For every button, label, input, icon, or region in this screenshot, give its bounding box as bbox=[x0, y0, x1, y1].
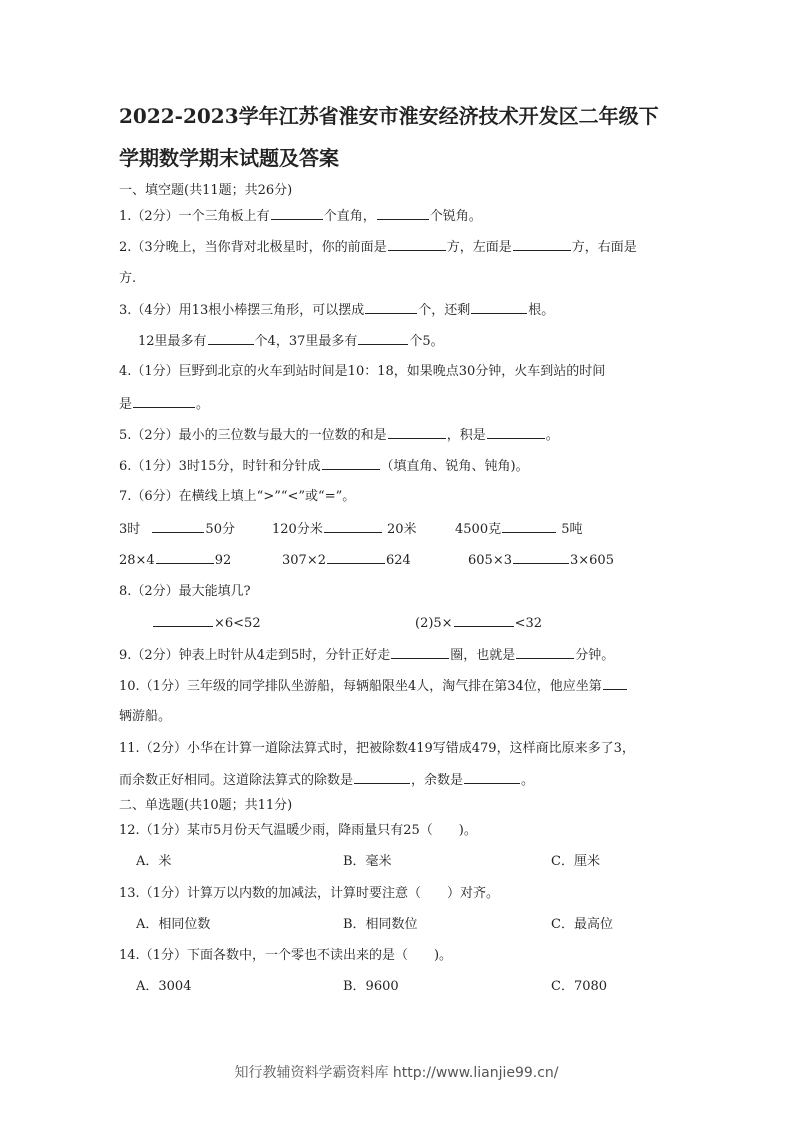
q13-option-a[interactable]: A．相同位数 bbox=[136, 917, 211, 932]
q11-text-c: ，余数是 bbox=[411, 773, 464, 788]
document-title-line-1: 2022-2023学年江苏省淮安市淮安经济技术开发区二年级下 bbox=[119, 104, 659, 128]
answer-blank[interactable] bbox=[327, 551, 385, 564]
question-3 bbox=[119, 301, 699, 320]
answer-blank[interactable] bbox=[454, 614, 514, 627]
q8-text-b: ×6<52 bbox=[214, 616, 261, 631]
answer-blank[interactable] bbox=[388, 238, 446, 251]
q3-text-e: 个4，37里最多有 bbox=[254, 334, 358, 349]
section-heading-fill-in: 一、填空题(共11题；共26分) bbox=[119, 183, 293, 198]
q7-r1-left: 3时 bbox=[119, 522, 141, 537]
question-3-part-2 bbox=[138, 332, 718, 351]
answer-blank[interactable] bbox=[354, 771, 410, 784]
q14-option-b[interactable]: B．9600 bbox=[343, 979, 399, 994]
answer-blank[interactable] bbox=[377, 207, 429, 220]
q7-text-a: 7.（6分）在横线上填上“>”“<”或“=”。 bbox=[119, 489, 356, 504]
q2-text-c: 方，右面是 bbox=[571, 240, 637, 255]
answer-blank[interactable] bbox=[271, 207, 323, 220]
answer-blank[interactable] bbox=[471, 301, 527, 314]
q7-r1-right: 20米 bbox=[386, 522, 417, 537]
q4-text-a: 4.（1分）巨野到北京的火车到站时间是10：18，如果晚点30分钟，火车到站的时间 bbox=[119, 364, 606, 379]
q7-r2-left: 28×4 bbox=[119, 553, 155, 568]
q9-text-a: 9.（2分）钟表上时针从4走到5时，分针正好走 bbox=[119, 648, 391, 663]
answer-blank[interactable] bbox=[153, 614, 213, 627]
q8-part-1 bbox=[152, 614, 261, 633]
question-9 bbox=[119, 646, 699, 665]
q10-text-b: 辆游船。 bbox=[119, 709, 172, 724]
q5-text-a: 5.（2分）最小的三位数与最大的一位数的和是 bbox=[119, 428, 387, 443]
q7-row2-item3 bbox=[468, 551, 614, 570]
q5-text-b: ，积是 bbox=[446, 428, 486, 443]
question-10 bbox=[119, 677, 699, 696]
q3-text-c: 根。 bbox=[528, 303, 555, 318]
q8-part-2 bbox=[415, 614, 542, 633]
q7-r1-right: 50分 bbox=[205, 522, 235, 537]
q2-text-a: 2.（3分晚上，当你背对北极星时，你的前面是 bbox=[119, 240, 387, 255]
answer-blank[interactable] bbox=[464, 771, 520, 784]
q1-text-c: 个锐角。 bbox=[429, 209, 482, 224]
answer-blank[interactable] bbox=[208, 332, 254, 345]
question-6 bbox=[119, 457, 699, 476]
answer-blank[interactable] bbox=[322, 457, 380, 470]
q7-row2-item1 bbox=[119, 551, 231, 570]
q8-text-c: (2)5× bbox=[415, 616, 453, 631]
q7-row2-item2 bbox=[282, 551, 411, 570]
q13-option-b[interactable]: B．相同数位 bbox=[343, 917, 418, 932]
answer-blank[interactable] bbox=[156, 551, 214, 564]
q2-text-d: 方. bbox=[119, 271, 137, 286]
q7-row1-item2 bbox=[272, 520, 417, 539]
footer-watermark: 知行教辅资料学霸资料库 http://www.lianjie99.cn/ bbox=[234, 1065, 559, 1081]
answer-blank[interactable] bbox=[358, 332, 408, 345]
question-4-part-2 bbox=[119, 395, 699, 414]
q7-r1-right: 5吨 bbox=[561, 522, 583, 537]
question-5 bbox=[119, 426, 699, 445]
question-1 bbox=[119, 207, 699, 226]
q7-row1-item1 bbox=[119, 520, 235, 539]
answer-blank[interactable] bbox=[513, 551, 569, 564]
q7-r2-right: 92 bbox=[214, 553, 232, 568]
q4-text-c: 。 bbox=[196, 397, 210, 412]
q12-option-c[interactable]: C．厘米 bbox=[551, 854, 600, 869]
q8-text-a: 8.（2分）最大能填几? bbox=[119, 584, 251, 599]
q3-text-a: 3.（4分）用13根小棒摆三角形，可以摆成 bbox=[119, 303, 365, 318]
answer-blank[interactable] bbox=[388, 426, 446, 439]
q6-text-b: （填直角、锐角、钝角)。 bbox=[380, 459, 529, 474]
answer-blank[interactable] bbox=[516, 646, 574, 659]
q7-r1-left: 4500克 bbox=[455, 522, 502, 537]
q14-option-c[interactable]: C．7080 bbox=[551, 979, 608, 994]
answer-blank[interactable] bbox=[133, 395, 195, 408]
q12-option-b[interactable]: B．毫米 bbox=[343, 854, 392, 869]
q3-text-d: 12里最多有 bbox=[138, 334, 207, 349]
q12-text: 12.（1分）某市5月份天气温暖少雨，降雨量只有25（ )。 bbox=[119, 823, 477, 838]
q6-text-a: 6.（1分）3时15分，时针和分针成 bbox=[119, 459, 321, 474]
answer-blank[interactable] bbox=[324, 520, 382, 533]
q2-text-b: 方，左面是 bbox=[446, 240, 512, 255]
answer-blank[interactable] bbox=[513, 238, 571, 251]
q4-text-b: 是 bbox=[119, 397, 133, 412]
q12-option-a[interactable]: A．米 bbox=[136, 854, 172, 869]
q1-text-a: 1.（2分）一个三角板上有 bbox=[119, 209, 270, 224]
answer-blank[interactable] bbox=[487, 426, 545, 439]
answer-blank[interactable] bbox=[502, 520, 556, 533]
q13-text: 13.（1分）计算万以内数的加减法，计算时要注意（ ）对齐。 bbox=[119, 886, 499, 901]
q11-text-b: 而余数正好相同。这道除法算式的除数是 bbox=[119, 773, 354, 788]
q9-text-b: 圈，也就是 bbox=[450, 648, 516, 663]
answer-blank[interactable] bbox=[391, 646, 449, 659]
answer-blank[interactable] bbox=[603, 677, 627, 690]
q1-text-b: 个直角， bbox=[323, 209, 376, 224]
q14-text: 14.（1分）下面各数中，一个零也不读出来的是（ )。 bbox=[119, 948, 453, 963]
q13-option-c[interactable]: C．最高位 bbox=[551, 917, 613, 932]
q7-r2-left: 605×3 bbox=[468, 553, 512, 568]
q9-text-c: 分钟。 bbox=[575, 648, 615, 663]
document-title-line-2: 学期数学期末试题及答案 bbox=[119, 146, 339, 170]
q14-option-a[interactable]: A．3004 bbox=[136, 979, 192, 994]
q7-r2-left: 307×2 bbox=[282, 553, 326, 568]
q8-text-d: <32 bbox=[514, 616, 543, 631]
q3-text-f: 个5。 bbox=[409, 334, 444, 349]
answer-blank[interactable] bbox=[152, 520, 204, 533]
q5-text-c: 。 bbox=[545, 428, 559, 443]
q7-row1-item3 bbox=[455, 520, 583, 539]
answer-blank[interactable] bbox=[365, 301, 417, 314]
q7-r1-left: 120分米 bbox=[272, 522, 323, 537]
question-2 bbox=[119, 238, 699, 257]
section-heading-single-choice: 二、单选题(共10题；共11分) bbox=[119, 798, 293, 813]
q10-text-a: 10.（1分）三年级的同学排队坐游船，每辆船限坐4人，淘气排在第34位，他应坐第 bbox=[119, 679, 602, 694]
q7-r2-right: 3×605 bbox=[569, 553, 614, 568]
q11-text-a: 11.（2分）小华在计算一道除法算式时，把被除数419写错成479，这样商比原来多了3， bbox=[119, 741, 635, 756]
q3-text-b: 个，还剩 bbox=[418, 303, 471, 318]
question-11-part-2 bbox=[119, 771, 699, 790]
q11-text-d: 。 bbox=[521, 773, 535, 788]
q7-r2-right: 624 bbox=[385, 553, 411, 568]
